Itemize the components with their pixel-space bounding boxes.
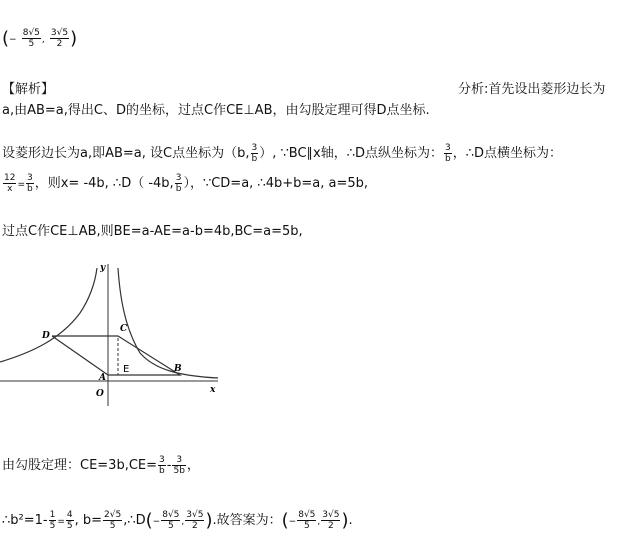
l4-text-b: ， — [186, 458, 200, 473]
l5-open-paren-1: ( — [145, 510, 153, 531]
l5-sep-1: , — [181, 517, 185, 527]
l5-fraction-2 — [66, 510, 74, 531]
l5-dy-den: 2 — [192, 521, 198, 531]
solution-line-4 — [2, 454, 200, 476]
l4-f2-den: 5b — [173, 466, 185, 476]
l4-f1-den: b — [159, 466, 165, 476]
l5-f3-num: 2√5 — [104, 510, 122, 520]
l5-ay-den: 2 — [328, 521, 334, 531]
l4-f2-num: 3 — [172, 455, 185, 466]
y-num: 3√5 — [50, 28, 69, 38]
l5-ax-den: 5 — [303, 521, 310, 531]
hyperbola-right-branch — [118, 268, 218, 378]
rhombus-abcd — [52, 336, 180, 375]
l4-text-a: 由勾股定理：CE=3b,CE= — [2, 458, 158, 473]
y-fraction — [50, 28, 69, 49]
l2-fraction-1 — [3, 173, 16, 194]
l2-eq: = — [17, 180, 25, 190]
l2-text-a: ，则x= -4b, ∴D（ -4b, — [34, 176, 174, 191]
label-b: B — [174, 364, 182, 374]
label-d: D — [42, 331, 50, 341]
l2-fraction-3 — [175, 173, 183, 194]
l5-dx-den: 5 — [167, 521, 174, 531]
open-paren: ( — [2, 28, 10, 49]
analysis-line-2: a,由AB=a,得出C、D的坐标，过点C作CE⊥AB，由勾股定理可得D点坐标. — [2, 103, 430, 118]
coordinate-figure — [0, 258, 225, 408]
x-fraction — [22, 28, 41, 49]
l1-fraction-2 — [444, 143, 452, 164]
l1-fraction — [251, 143, 259, 164]
l4-fraction-1 — [158, 455, 166, 476]
label-c: C — [120, 324, 128, 334]
l4-f1-num: 3 — [159, 455, 165, 465]
l5-text-b: , b= — [74, 513, 103, 528]
l5-fraction-1 — [49, 510, 57, 531]
x-den: 5 — [28, 39, 35, 49]
l1-frac2-num: 3 — [445, 143, 451, 153]
l5-dx-num: 8√5 — [162, 510, 180, 520]
l5-d-x — [161, 510, 180, 531]
analysis-right-text: 分析:首先设出菱形边长为 — [458, 82, 606, 97]
top-answer — [2, 28, 77, 49]
l5-f2-num: 4 — [66, 510, 73, 520]
l5-f1-den: 5 — [49, 521, 56, 531]
l1-text-b: ）, ∵BC∥x轴，∴D点纵坐标为： — [259, 146, 444, 161]
l5-text-d: .故答案为： — [212, 513, 282, 528]
l1-frac2-den: b — [445, 154, 451, 164]
l5-fraction-3 — [103, 510, 122, 531]
label-y: y — [100, 263, 106, 273]
l1-text-c: ，∴D点横坐标为： — [452, 146, 563, 161]
l5-text-c: ,∴D — [123, 513, 146, 528]
solution-line-5 — [2, 509, 353, 531]
l5-ax-num: 8√5 — [298, 510, 316, 520]
l2-f1-den: x — [7, 184, 13, 194]
y-den: 2 — [56, 39, 63, 49]
l2-f2-num: 3 — [27, 173, 33, 183]
l2-f2-den: b — [27, 184, 33, 194]
l5-ans-y — [321, 510, 340, 531]
solution-line-2 — [2, 172, 368, 194]
l5-text-a: ∴b²=1- — [2, 513, 48, 528]
label-a: A — [99, 373, 106, 383]
label-x: x — [210, 385, 216, 395]
l5-open-paren-2: ( — [281, 510, 289, 531]
l4-minus: - — [166, 458, 172, 473]
l1-frac-den: b — [251, 154, 258, 164]
l5-ay-num: 3√5 — [322, 510, 340, 520]
x-num: 8√5 — [22, 28, 40, 38]
coord-separator: , — [41, 35, 45, 45]
close-paren: ) — [70, 28, 78, 49]
x-sign: − — [9, 35, 17, 45]
analysis-heading: 【解析】 — [2, 82, 55, 97]
l5-close-paren-2: ) — [341, 510, 349, 531]
l5-minus-1: − — [152, 517, 161, 527]
l5-ans-x — [297, 510, 316, 531]
label-e: E — [123, 364, 130, 375]
l2-fraction-2 — [26, 173, 34, 194]
l2-f1-num: 12 — [4, 173, 16, 183]
l5-dy-num: 3√5 — [186, 510, 204, 520]
l5-f3-den: 5 — [109, 521, 116, 531]
l5-close-paren-1: ) — [205, 510, 213, 531]
l5-eq: = — [57, 517, 65, 527]
l2-text-b: ），∵CD=a, ∴4b+b=a, a=5b, — [183, 176, 368, 191]
l4-fraction-2 — [172, 455, 185, 476]
l1-frac-num: 3 — [251, 143, 258, 153]
hyperbola-left-branch — [0, 268, 97, 362]
l2-f3-den: b — [175, 184, 182, 194]
l5-sep-2: , — [317, 517, 321, 527]
l5-f1-num: 1 — [49, 510, 56, 520]
label-o: O — [96, 389, 104, 399]
l5-end: . — [348, 513, 353, 528]
l5-minus-2: − — [288, 517, 297, 527]
solution-line-1 — [2, 142, 562, 164]
l5-f2-den: 5 — [66, 521, 73, 531]
l5-d-y — [185, 510, 204, 531]
l2-f3-num: 3 — [175, 173, 182, 183]
solution-line-3: 过点C作CE⊥AB,则BE=a-AE=a-b=4b,BC=a=5b, — [2, 224, 303, 239]
l1-text-a: 设菱形边长为a,即AB=a, 设C点坐标为（b, — [2, 146, 250, 161]
